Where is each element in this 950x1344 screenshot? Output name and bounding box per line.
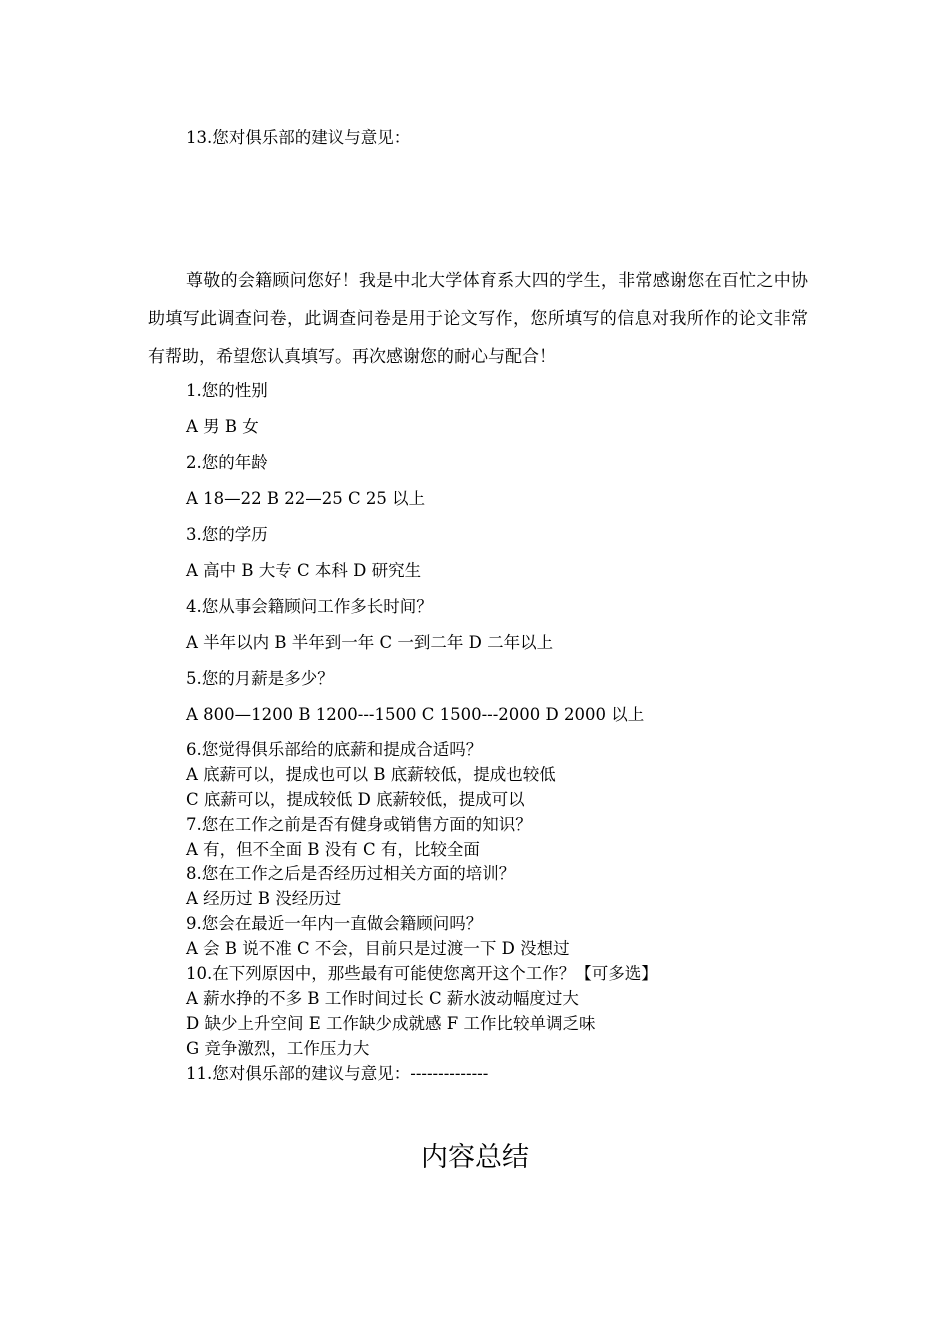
answer-line: A 半年以内 B 半年到一年 C 一到二年 D 二年以上 xyxy=(186,633,554,652)
answer-line: G 竞争激烈，工作压力大 xyxy=(186,1039,370,1058)
question-line: 8.您在工作之后是否经历过相关方面的培训？ xyxy=(186,864,516,883)
answer-line: A 18—22 B 22—25 C 25 以上 xyxy=(186,489,426,508)
intro-paragraph: 尊敬的会籍顾问您好！我是中北大学体育系大四的学生，非常感谢您在百忙之中协助填写此调查问卷，此调查问卷是用于论文写作，您所填写的信息对我所作的论文非常有帮助，希望您认真填写。再次感谢您的耐心与配合！ xyxy=(148,271,808,367)
question-line: 11.您对俱乐部的建议与意见：-------------- xyxy=(186,1064,489,1083)
answer-line: C 底薪可以，提成较低 D 底薪较低，提成可以 xyxy=(186,790,525,809)
answer-line: D 缺少上升空间 E 工作缺少成就感 F 工作比较单调乏味 xyxy=(186,1014,596,1033)
question-line: 10.在下列原因中，那些最有可能使您离开这个工作？【可多选】 xyxy=(186,964,658,983)
question-line: 9.您会在最近一年内一直做会籍顾问吗？ xyxy=(186,914,483,933)
summary-heading: 内容总结 xyxy=(421,1142,529,1173)
answer-line: A 有，但不全面 B 没有 C 有，比较全面 xyxy=(186,840,480,859)
question-line: 3.您的学历 xyxy=(186,525,268,544)
question-line: 2.您的年龄 xyxy=(186,453,268,472)
answer-line: A 经历过 B 没经历过 xyxy=(186,889,342,908)
question-line: 1.您的性别 xyxy=(186,381,268,400)
answer-line: A 会 B 说不准 C 不会，目前只是过渡一下 D 没想过 xyxy=(186,939,570,958)
answer-line: A 800—1200 B 1200---1500 C 1500---2000 D 2000 以上 xyxy=(186,705,645,724)
answer-line: A 男 B 女 xyxy=(186,417,259,436)
question-13-prompt: 13.您对俱乐部的建议与意见： xyxy=(186,128,411,147)
question-line: 6.您觉得俱乐部给的底薪和提成合适吗？ xyxy=(186,740,483,759)
question-line: 4.您从事会籍顾问工作多长时间？ xyxy=(186,597,433,616)
answer-line: A 薪水挣的不多 B 工作时间过长 C 薪水波动幅度过大 xyxy=(186,989,579,1008)
answer-line: A 高中 B 大专 C 本科 D 研究生 xyxy=(186,561,422,580)
question-line: 7.您在工作之前是否有健身或销售方面的知识？ xyxy=(186,815,532,834)
question-line: 5.您的月薪是多少？ xyxy=(186,669,334,688)
answer-line: A 底薪可以，提成也可以 B 底薪较低，提成也较低 xyxy=(186,765,556,784)
